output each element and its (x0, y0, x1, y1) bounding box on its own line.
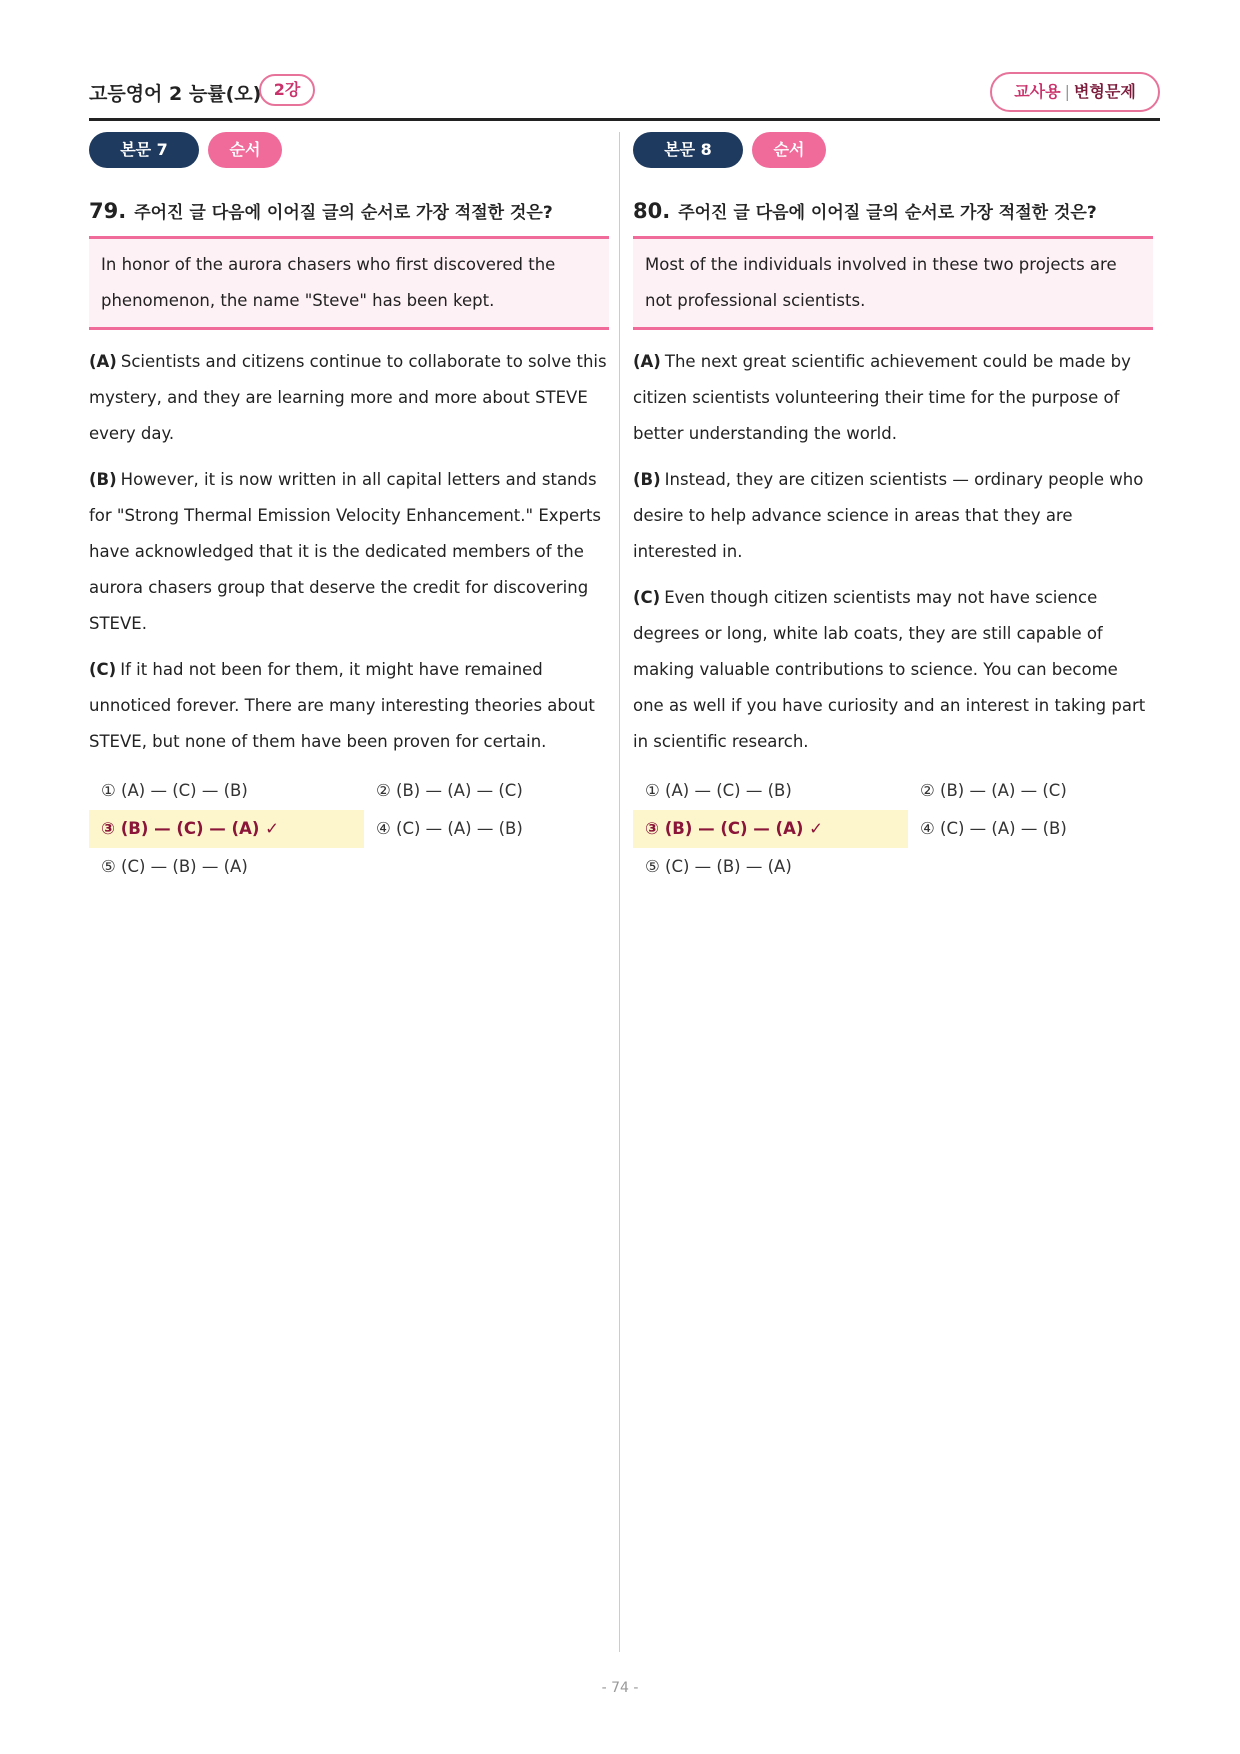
paragraph-text: If it had not been for them, it might have remained unnoticed forever. There are many interesting theories about STEVE, but none of them have been proven for certain. (89, 660, 595, 751)
page-number: - 74 - (601, 1680, 639, 1696)
choice-3-correct[interactable]: ③ (B) — (C) — (A) ✓ (89, 810, 364, 848)
edition-type: 변형문제 (1073, 82, 1136, 101)
edition-badge (990, 72, 1160, 112)
paragraph-b (633, 462, 1153, 570)
choice-5[interactable]: ⑤ (C) — (B) — (A) (645, 857, 792, 876)
question-text: 주어진 글 다음에 이어질 글의 순서로 가장 적절한 것은? (678, 203, 1097, 223)
passage-tag: 본문 8 (633, 132, 743, 168)
paragraph-text: The next great scientific achievement could be made by citizen scientists volunteering their time for the purpose of better understanding the world. (633, 352, 1131, 443)
choice-2[interactable]: ② (B) — (A) — (C) (376, 781, 523, 800)
edition-separator: | (1064, 82, 1070, 101)
paragraph-text: Even though citizen scientists may not have science degrees or long, white lab coats, they are still capable of making valuable contributions to science. You can become one as well if you have curiosity and an interest in taking part in scientific research. (633, 588, 1146, 751)
paragraph-label: (A) (89, 352, 117, 371)
passage-list (633, 344, 1153, 760)
paragraph-c (633, 580, 1153, 760)
choice-1[interactable]: ① (A) — (C) — (B) (101, 781, 248, 800)
choice-1[interactable]: ① (A) — (C) — (B) (645, 781, 792, 800)
question-text: 주어진 글 다음에 이어질 글의 순서로 가장 적절한 것은? (134, 203, 553, 223)
paragraph-text: Scientists and citizens continue to collaborate to solve this mystery, and they are learning more and more about STEVE every day. (89, 352, 607, 443)
tag-row (89, 132, 609, 168)
choice-4[interactable]: ④ (C) — (A) — (B) (920, 819, 1067, 838)
choice-3-correct[interactable]: ③ (B) — (C) — (A) ✓ (633, 810, 908, 848)
given-text-box: In honor of the aurora chasers who first discovered the phenomenon, the name "Steve" has been kept. (89, 236, 609, 330)
question-heading (89, 198, 609, 228)
lesson-badge: 2강 (259, 74, 315, 106)
column-divider (619, 132, 620, 1652)
question-number: 79. (89, 199, 127, 223)
paragraph-a (89, 344, 609, 452)
paragraph-label: (B) (633, 470, 661, 489)
choice-2[interactable]: ② (B) — (A) — (C) (920, 781, 1067, 800)
answer-choices (633, 772, 1153, 882)
paragraph-text: However, it is now written in all capital letters and stands for "Strong Thermal Emission Velocity Enhancement." Experts have acknowledged that it is the dedicated members of the aurora chasers group that deserve the credit for discovering STEVE. (89, 470, 602, 633)
question-type-tag: 순서 (752, 132, 826, 168)
answer-choices (89, 772, 609, 882)
question-number: 80. (633, 199, 671, 223)
paragraph-label: (C) (633, 588, 661, 607)
paragraph-b (89, 462, 609, 642)
paragraph-c (89, 652, 609, 760)
given-text-box: Most of the individuals involved in these two projects are not professional scientists. (633, 236, 1153, 330)
paragraph-label: (B) (89, 470, 117, 489)
edition-label: 교사용 (1014, 82, 1061, 101)
question-heading (633, 198, 1153, 228)
paragraph-label: (C) (89, 660, 117, 679)
paragraph-text: Instead, they are citizen scientists — ordinary people who desire to help advance science in areas that they are interested in. (633, 470, 1144, 561)
passage-tag: 본문 7 (89, 132, 199, 168)
question-column-79 (89, 132, 609, 882)
choice-5[interactable]: ⑤ (C) — (B) — (A) (101, 857, 248, 876)
book-title: 고등영어 2 능률(오) (89, 83, 262, 105)
passage-list (89, 344, 609, 760)
choice-4[interactable]: ④ (C) — (A) — (B) (376, 819, 523, 838)
header-divider (89, 118, 1160, 121)
question-type-tag: 순서 (208, 132, 282, 168)
page-header (89, 72, 1160, 120)
paragraph-label: (A) (633, 352, 661, 371)
question-column-80 (633, 132, 1153, 882)
tag-row (633, 132, 1153, 168)
paragraph-a (633, 344, 1153, 452)
